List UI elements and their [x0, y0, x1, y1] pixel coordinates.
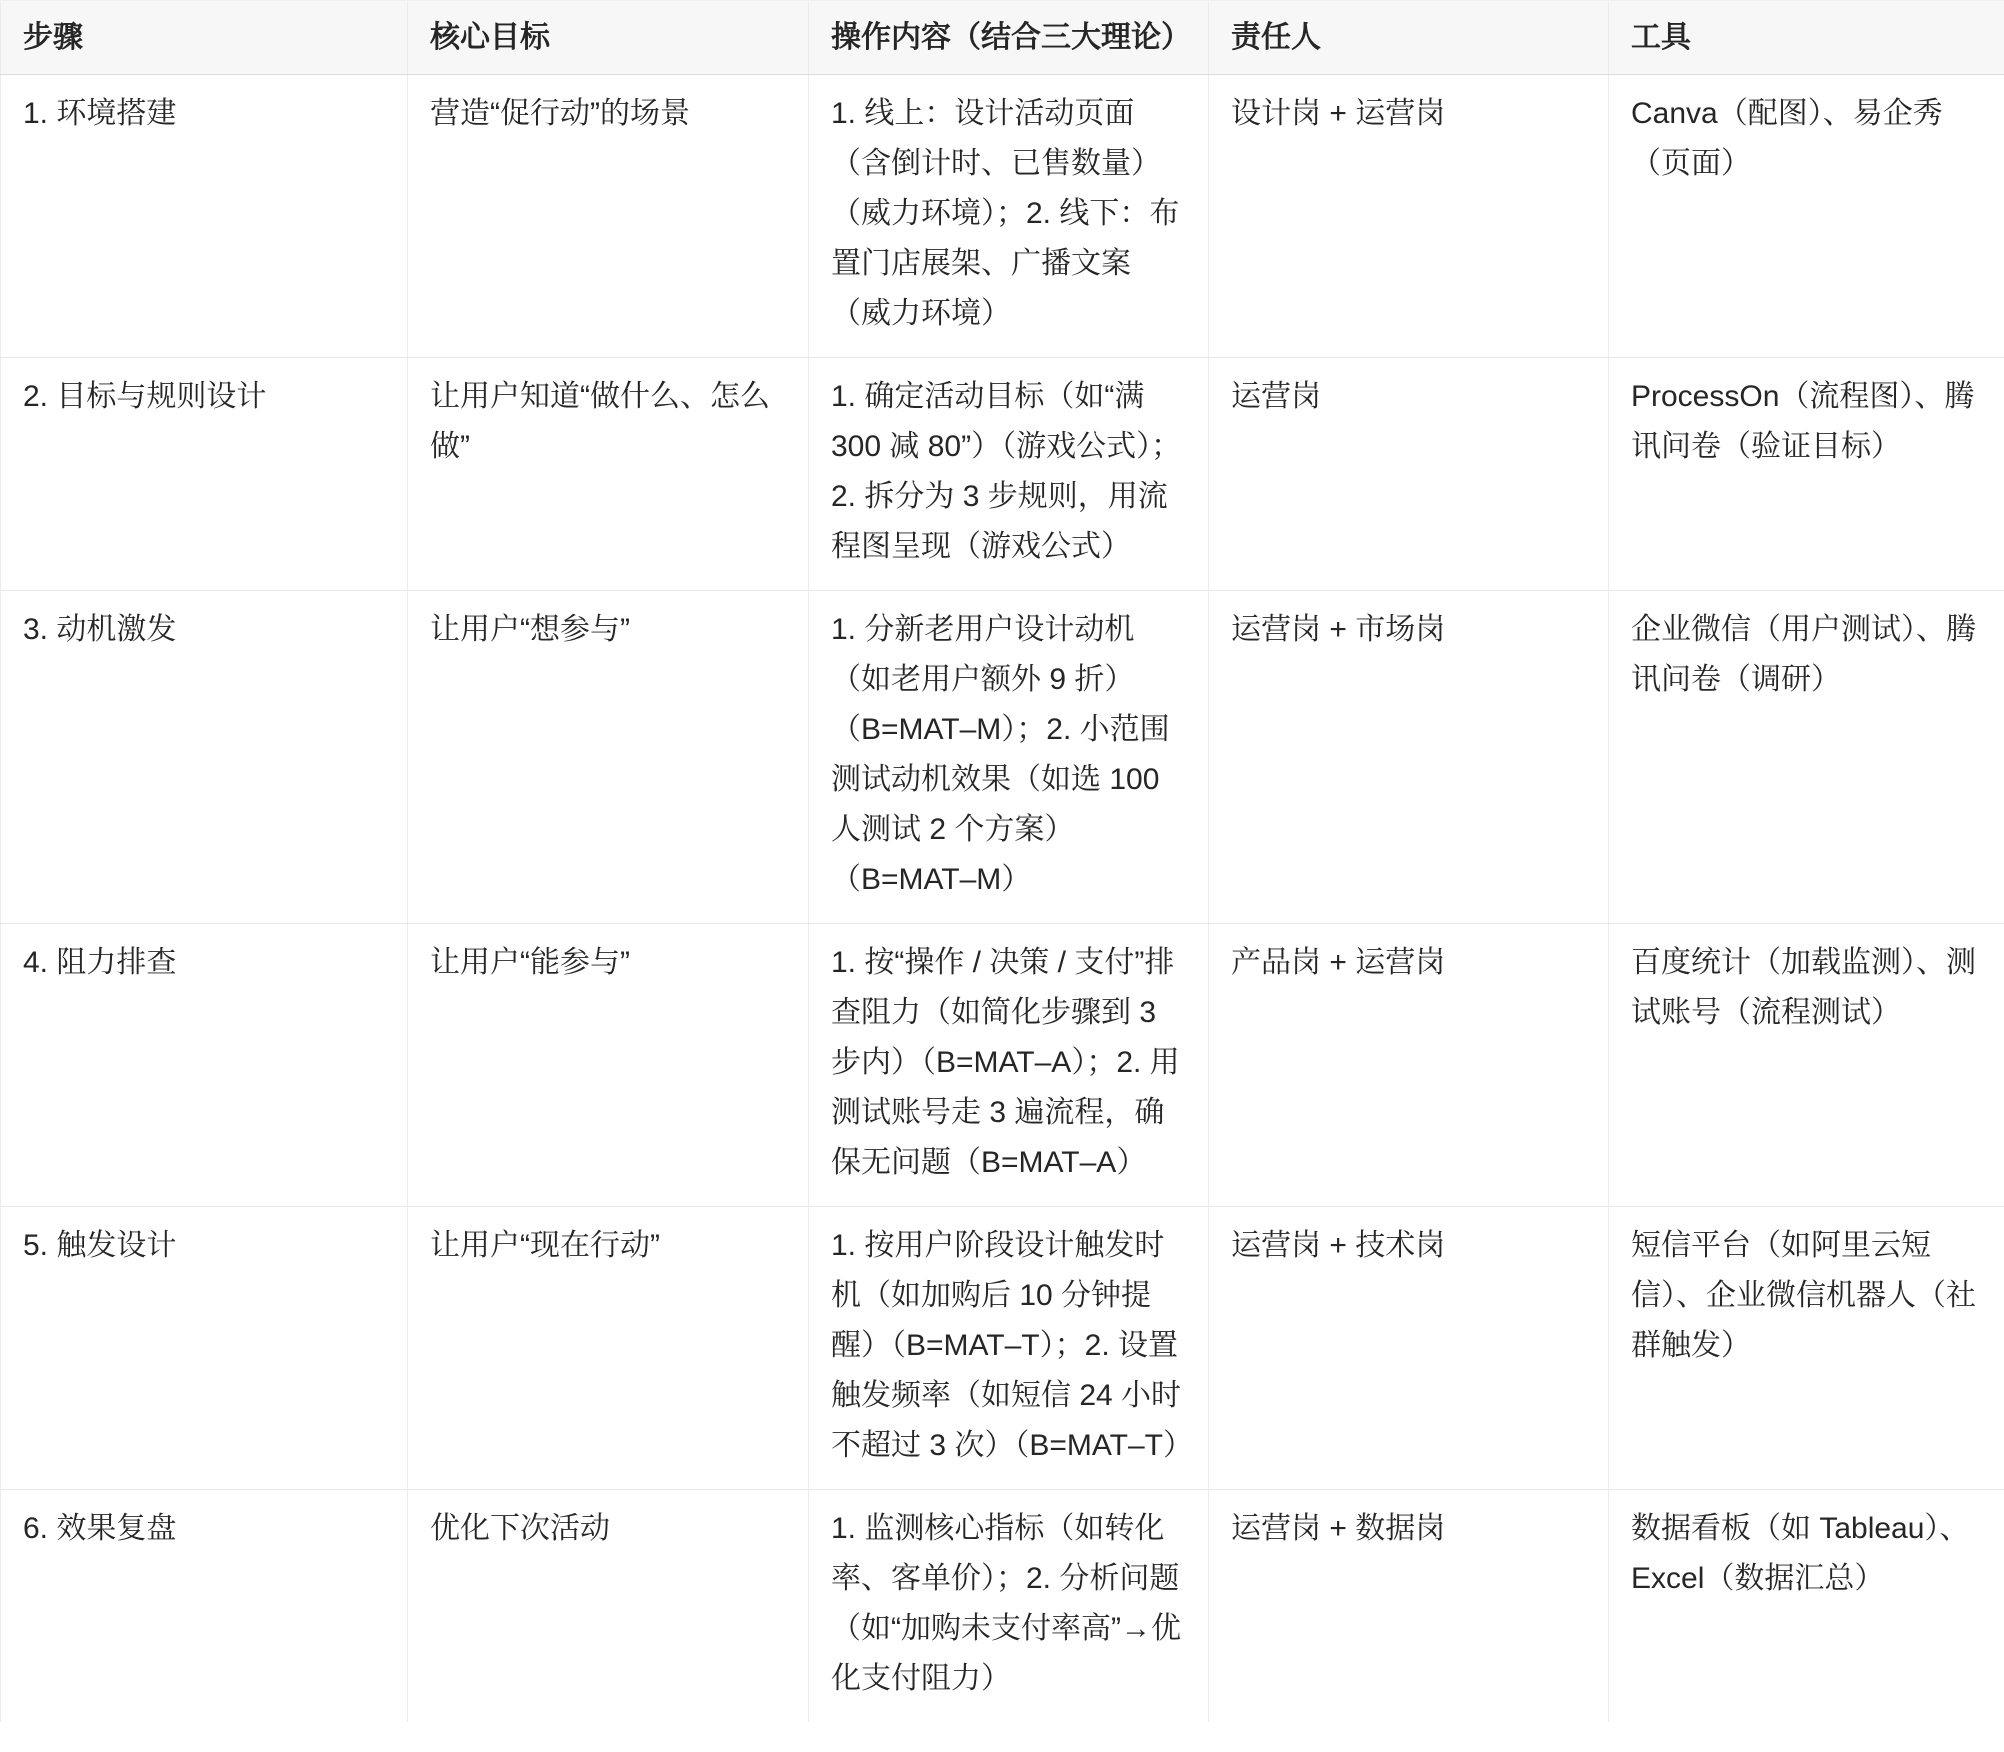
table-row [1, 1207, 2004, 1490]
cell-tools: 数据看板（如 Tableau）、Excel（数据汇总） [1609, 1490, 2004, 1723]
table-row [1, 924, 2004, 1207]
cell-step: 6. 效果复盘 [1, 1490, 408, 1723]
column-header-step: 步骤 [1, 1, 408, 75]
cell-content: 1. 线上：设计活动页面（含倒计时、已售数量）（威力环境）；2. 线下：布置门店展架、广播文案（威力环境） [809, 75, 1209, 358]
table-row [1, 591, 2004, 924]
cell-step: 1. 环境搭建 [1, 75, 408, 358]
cell-content: 1. 按用户阶段设计触发时机（如加购后 10 分钟提醒）（B=MAT–T）；2. 设置触发频率（如短信 24 小时不超过 3 次）（B=MAT–T） [809, 1207, 1209, 1490]
cell-content: 1. 确定活动目标（如“满 300 减 80”）（游戏公式）；2. 拆分为 3 步规则，用流程图呈现（游戏公式） [809, 358, 1209, 591]
column-header-content: 操作内容（结合三大理论） [809, 1, 1209, 75]
cell-goal: 营造“促行动”的场景 [408, 75, 809, 358]
cell-owner: 运营岗 + 数据岗 [1209, 1490, 1609, 1723]
cell-content: 1. 分新老用户设计动机（如老用户额外 9 折）（B=MAT–M）；2. 小范围测试动机效果（如选 100 人测试 2 个方案）（B=MAT–M） [809, 591, 1209, 924]
table-row [1, 1490, 2004, 1723]
cell-tools: 企业微信（用户测试）、腾讯问卷（调研） [1609, 591, 2004, 924]
cell-goal: 让用户“能参与” [408, 924, 809, 1207]
column-header-owner: 责任人 [1209, 1, 1609, 75]
cell-tools: 百度统计（加载监测）、测试账号（流程测试） [1609, 924, 2004, 1207]
column-header-goal: 核心目标 [408, 1, 809, 75]
cell-goal: 让用户知道“做什么、怎么做” [408, 358, 809, 591]
cell-goal: 让用户“想参与” [408, 591, 809, 924]
table-row [1, 358, 2004, 591]
cell-tools: 短信平台（如阿里云短信）、企业微信机器人（社群触发） [1609, 1207, 2004, 1490]
cell-owner: 设计岗 + 运营岗 [1209, 75, 1609, 358]
cell-step: 4. 阻力排查 [1, 924, 408, 1207]
header-row [1, 1, 2004, 75]
cell-owner: 运营岗 [1209, 358, 1609, 591]
table-body [1, 75, 2004, 1723]
cell-content: 1. 按“操作 / 决策 / 支付”排查阻力（如简化步骤到 3 步内）（B=MAT–A）；2. 用测试账号走 3 遍流程，确保无问题（B=MAT–A） [809, 924, 1209, 1207]
cell-step: 5. 触发设计 [1, 1207, 408, 1490]
cell-content: 1. 监测核心指标（如转化率、客单价）；2. 分析问题（如“加购未支付率高”→优化支付阻力） [809, 1490, 1209, 1723]
cell-tools: Canva（配图）、易企秀（页面） [1609, 75, 2004, 358]
cell-step: 3. 动机激发 [1, 591, 408, 924]
cell-goal: 让用户“现在行动” [408, 1207, 809, 1490]
cell-step: 2. 目标与规则设计 [1, 358, 408, 591]
table-header [1, 1, 2004, 75]
cell-owner: 运营岗 + 市场岗 [1209, 591, 1609, 924]
cell-owner: 产品岗 + 运营岗 [1209, 924, 1609, 1207]
cell-tools: ProcessOn（流程图）、腾讯问卷（验证目标） [1609, 358, 2004, 591]
cell-owner: 运营岗 + 技术岗 [1209, 1207, 1609, 1490]
table-row [1, 75, 2004, 358]
cell-goal: 优化下次活动 [408, 1490, 809, 1723]
column-header-tools: 工具 [1609, 1, 2004, 75]
